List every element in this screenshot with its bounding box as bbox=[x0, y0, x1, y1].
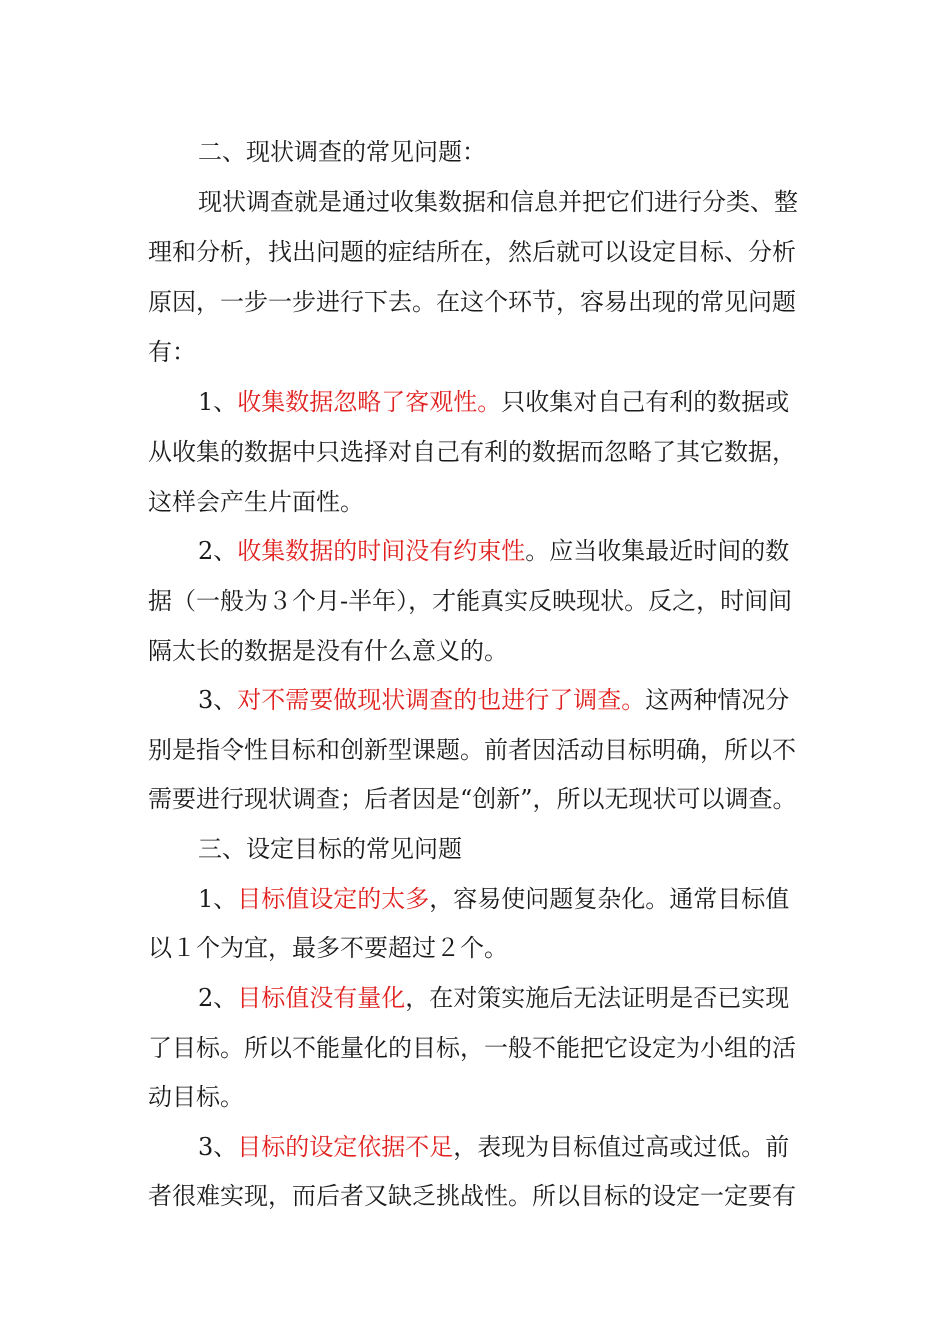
item-text: ，在对策实施后无法证明是否已实现 bbox=[405, 984, 790, 1012]
item-number: 2、 bbox=[198, 984, 238, 1012]
item-highlight: 收集数据的时间没有约束性 bbox=[237, 537, 526, 565]
item-text: ，容易使问题复杂化。通常目标值 bbox=[429, 885, 790, 913]
paragraph-line: 以１个为宜，最多不要超过２个。 bbox=[148, 934, 508, 962]
paragraph-line: 现状调查就是通过收集数据和信息并把它们进行分类、整 bbox=[198, 188, 798, 216]
paragraph-line: 需要进行现状调查；后者因是“创新”，所以无现状可以调查。 bbox=[148, 785, 797, 813]
item-text: 。应当收集最近时间的数 bbox=[525, 537, 790, 565]
paragraph-line: 这样会产生片面性。 bbox=[148, 488, 364, 516]
item-text: 只收集对自己有利的数据或 bbox=[501, 388, 790, 416]
list-item-first-line bbox=[198, 387, 789, 417]
item-number: 2、 bbox=[198, 537, 238, 565]
item-highlight: 收集数据忽略了客观性。 bbox=[237, 388, 502, 416]
item-number: 1、 bbox=[198, 388, 238, 416]
item-highlight: 目标值没有量化 bbox=[237, 984, 406, 1012]
item-highlight: 对不需要做现状调查的也进行了调查。 bbox=[237, 686, 646, 714]
list-item-first-line bbox=[198, 685, 789, 715]
item-highlight: 目标值设定的太多 bbox=[237, 885, 430, 913]
paragraph-line: 有： bbox=[148, 338, 196, 366]
paragraph-line: 了目标。所以不能量化的目标，一般不能把它设定为小组的活 bbox=[148, 1034, 796, 1062]
paragraph-line: 理和分析，找出问题的症结所在，然后就可以设定目标、分析 bbox=[148, 238, 796, 266]
item-number: 3、 bbox=[198, 686, 238, 714]
list-item-first-line bbox=[198, 1132, 789, 1162]
item-text: ，表现为目标值过高或过低。前 bbox=[453, 1133, 790, 1161]
paragraph-line: 隔太长的数据是没有什么意义的。 bbox=[148, 637, 508, 665]
item-number: 3、 bbox=[198, 1133, 238, 1161]
list-item-first-line bbox=[198, 536, 789, 566]
paragraph-line: 动目标。 bbox=[148, 1083, 244, 1111]
item-number: 1、 bbox=[198, 885, 238, 913]
paragraph-line: 据（一般为３个月-半年），才能真实反映现状。反之，时间间 bbox=[148, 587, 793, 615]
list-item-first-line bbox=[198, 884, 789, 914]
list-item-first-line bbox=[198, 983, 789, 1013]
paragraph-line: 原因，一步一步进行下去。在这个环节，容易出现的常见问题 bbox=[148, 288, 796, 316]
section-heading: 二、现状调查的常见问题： bbox=[198, 138, 486, 166]
paragraph-line: 从收集的数据中只选择对自己有利的数据而忽略了其它数据， bbox=[148, 438, 796, 466]
paragraph-line: 者很难实现，而后者又缺乏挑战性。所以目标的设定一定要有 bbox=[148, 1182, 796, 1210]
item-highlight: 目标的设定依据不足 bbox=[237, 1133, 454, 1161]
section-heading: 三、设定目标的常见问题 bbox=[198, 835, 462, 863]
paragraph-line: 别是指令性目标和创新型课题。前者因活动目标明确，所以不 bbox=[148, 736, 796, 764]
item-text: 这两种情况分 bbox=[645, 686, 790, 714]
